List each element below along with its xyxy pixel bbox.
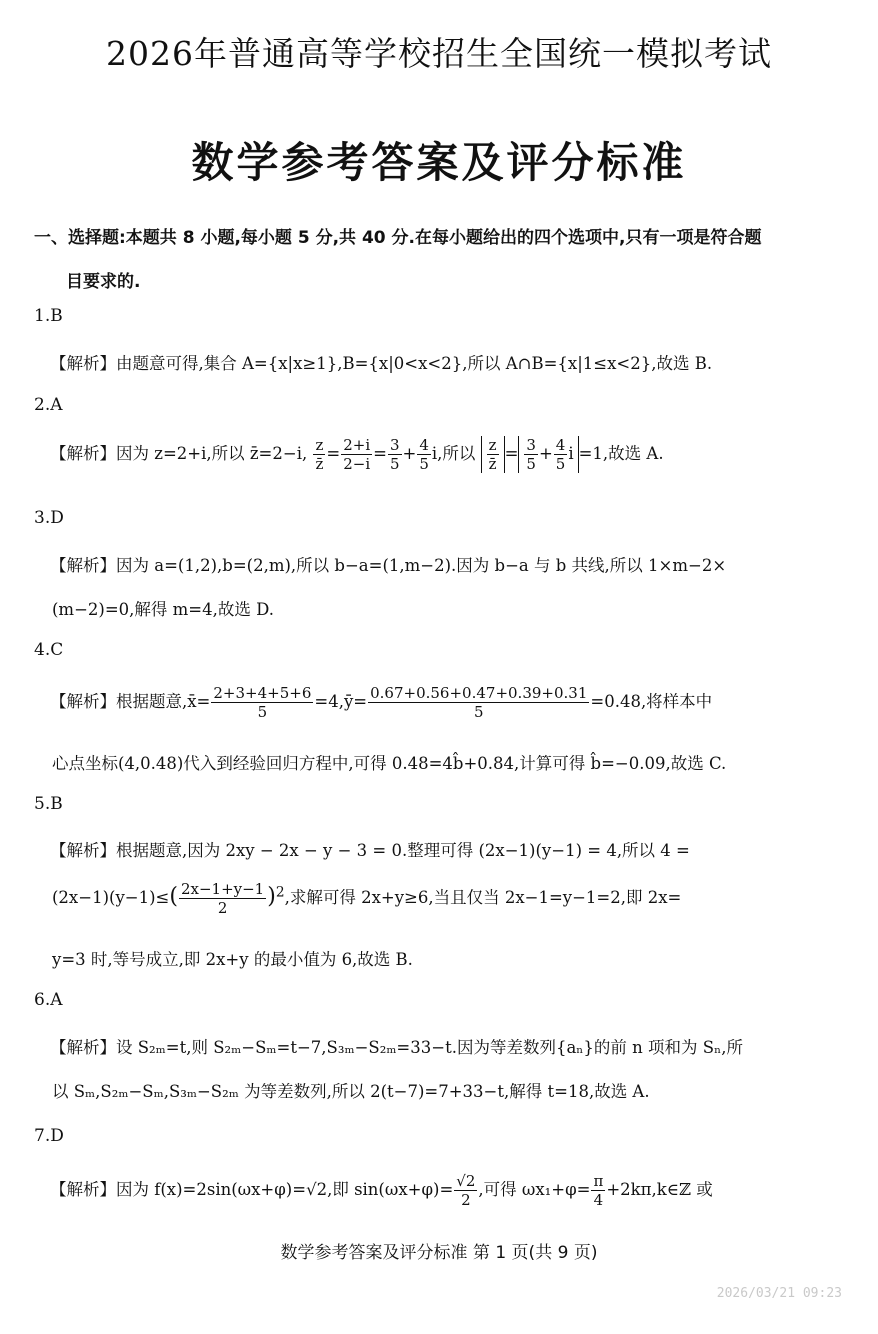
question-number: 3.D <box>34 508 64 528</box>
solution-text: 【解析】因为 z=2+i,所以 z̄=2−i, <box>50 444 308 463</box>
section-heading <box>34 216 849 304</box>
fraction: $\frac{0.67+0.56+0.47+0.39+0.31}{5}$ <box>370 684 588 721</box>
solution-text: =4,ȳ= <box>314 692 368 711</box>
page-footer: 数学参考答案及评分标准 第 1 页(共 9 页) <box>280 1243 598 1263</box>
solution-text: 【解析】因为 f(x)=2sin(ωx+φ)=√2,即 sin(ωx+φ)= <box>50 1180 454 1199</box>
absolute-value: $\frac{z}{z̄}$ <box>481 436 505 473</box>
solution-text: ,可得 ωx₁+φ= <box>478 1180 591 1199</box>
fraction: $\frac{2x-1+y-1}{2}$ <box>180 880 265 917</box>
solution-text: ,所以 <box>437 444 476 463</box>
solution-text: =1,故选 A. <box>578 444 664 463</box>
solution-text: =0.48,将样本中 <box>590 692 713 711</box>
fraction: $\frac{\pi}{4}$ <box>593 1172 604 1209</box>
exam-title: 2026年普通高等学校招生全国统一模拟考试 <box>106 34 772 73</box>
solution-line: 【解析】由题意可得,集合 A={x|x≥1},B={x|0<x<2},所以 A∩B={x|1≤x<2},故选 B. <box>50 354 713 373</box>
absolute-value: $\frac{3}{5}$ + $\frac{4}{5}$ i <box>518 436 578 473</box>
fraction: $\frac{2+3+4+5+6}{5}$ <box>213 684 312 721</box>
solution-text: ,求解可得 2x+y≥6,当且仅当 2x−1=y−1=2,即 2x= <box>284 888 682 907</box>
solution-line: 【解析】根据题意,因为 2xy − 2x − y − 3 = 0.整理可得 (2x−1)(y−1) = 4,所以 4 = <box>50 841 690 860</box>
solution-line: (2x−1)(y−1)≤( $\frac{2x-1+y-1}{2}$ )$^2$,求解可得 2x+y≥6,当且仅当 2x−1=y−1=2,即 2x= <box>52 880 682 917</box>
question-number: 4.C <box>34 640 64 660</box>
section-heading-line1: 一、选择题:本题共 8 小题,每小题 5 分,共 40 分.在每小题给出的四个选项中,只有一项是符合题 <box>34 228 762 248</box>
question-number: 7.D <box>34 1126 64 1146</box>
solution-line: 【解析】因为 z=2+i,所以 z̄=2−i, $\frac{z}{z̄}$ = $\frac{2+i}{2-i}$ = $\frac{3}{5}$ + $\frac{4}{5}$ i,所以 $\frac{z}{z̄}$ = $\frac{3}{5}$ + $\frac{4}{5}$ i =1,故选 A. <box>50 436 664 473</box>
solution-text: (2x−1)(y−1)≤ <box>52 888 170 907</box>
question-number: 5.B <box>34 794 63 814</box>
fraction: $\frac{4}{5}$ <box>419 436 429 473</box>
fraction: $\frac{3}{5}$ <box>389 436 400 473</box>
solution-line: (m−2)=0,解得 m=4,故选 D. <box>52 600 275 619</box>
solution-text: +2kπ,k∈ℤ 或 <box>606 1180 713 1199</box>
solution-line: 【解析】因为 a=(1,2),b=(2,m),所以 b−a=(1,m−2).因为 b−a 与 b 共线,所以 1×m−2× <box>50 556 727 575</box>
solution-line: 以 Sₘ,S₂ₘ−Sₘ,S₃ₘ−S₂ₘ 为等差数列,所以 2(t−7)=7+33−t,解得 t=18,故选 A. <box>52 1082 650 1101</box>
question-number: 6.A <box>34 990 63 1010</box>
solution-line <box>50 1172 850 1209</box>
solution-line: 心点坐标(4,0.48)代入到经验回归方程中,可得 0.48=4b̂+0.84,计算可得 b̂=−0.09,故选 C. <box>52 754 727 773</box>
timestamp-watermark: 2026/03/21 09:23 <box>716 1286 842 1301</box>
solution-line: y=3 时,等号成立,即 2x+y 的最小值为 6,故选 B. <box>52 950 413 969</box>
document-title: 数学参考答案及评分标准 <box>191 138 687 187</box>
fraction: $\frac{√2}{2}$ <box>456 1172 476 1209</box>
solution-text: 【解析】根据题意,x̄= <box>50 692 211 711</box>
question-number: 2.A <box>34 395 63 415</box>
fraction: $\frac{z}{z̄}$ <box>315 436 324 473</box>
question-number: 1.B <box>34 306 63 326</box>
solution-line <box>50 684 850 721</box>
section-heading-line2: 目要求的. <box>66 272 141 292</box>
fraction: $\frac{2+i}{2-i}$ <box>343 436 371 473</box>
solution-line: 【解析】设 S₂ₘ=t,则 S₂ₘ−Sₘ=t−7,S₃ₘ−S₂ₘ=33−t.因为等差数列{aₙ}的前 n 项和为 Sₙ,所 <box>50 1038 743 1057</box>
